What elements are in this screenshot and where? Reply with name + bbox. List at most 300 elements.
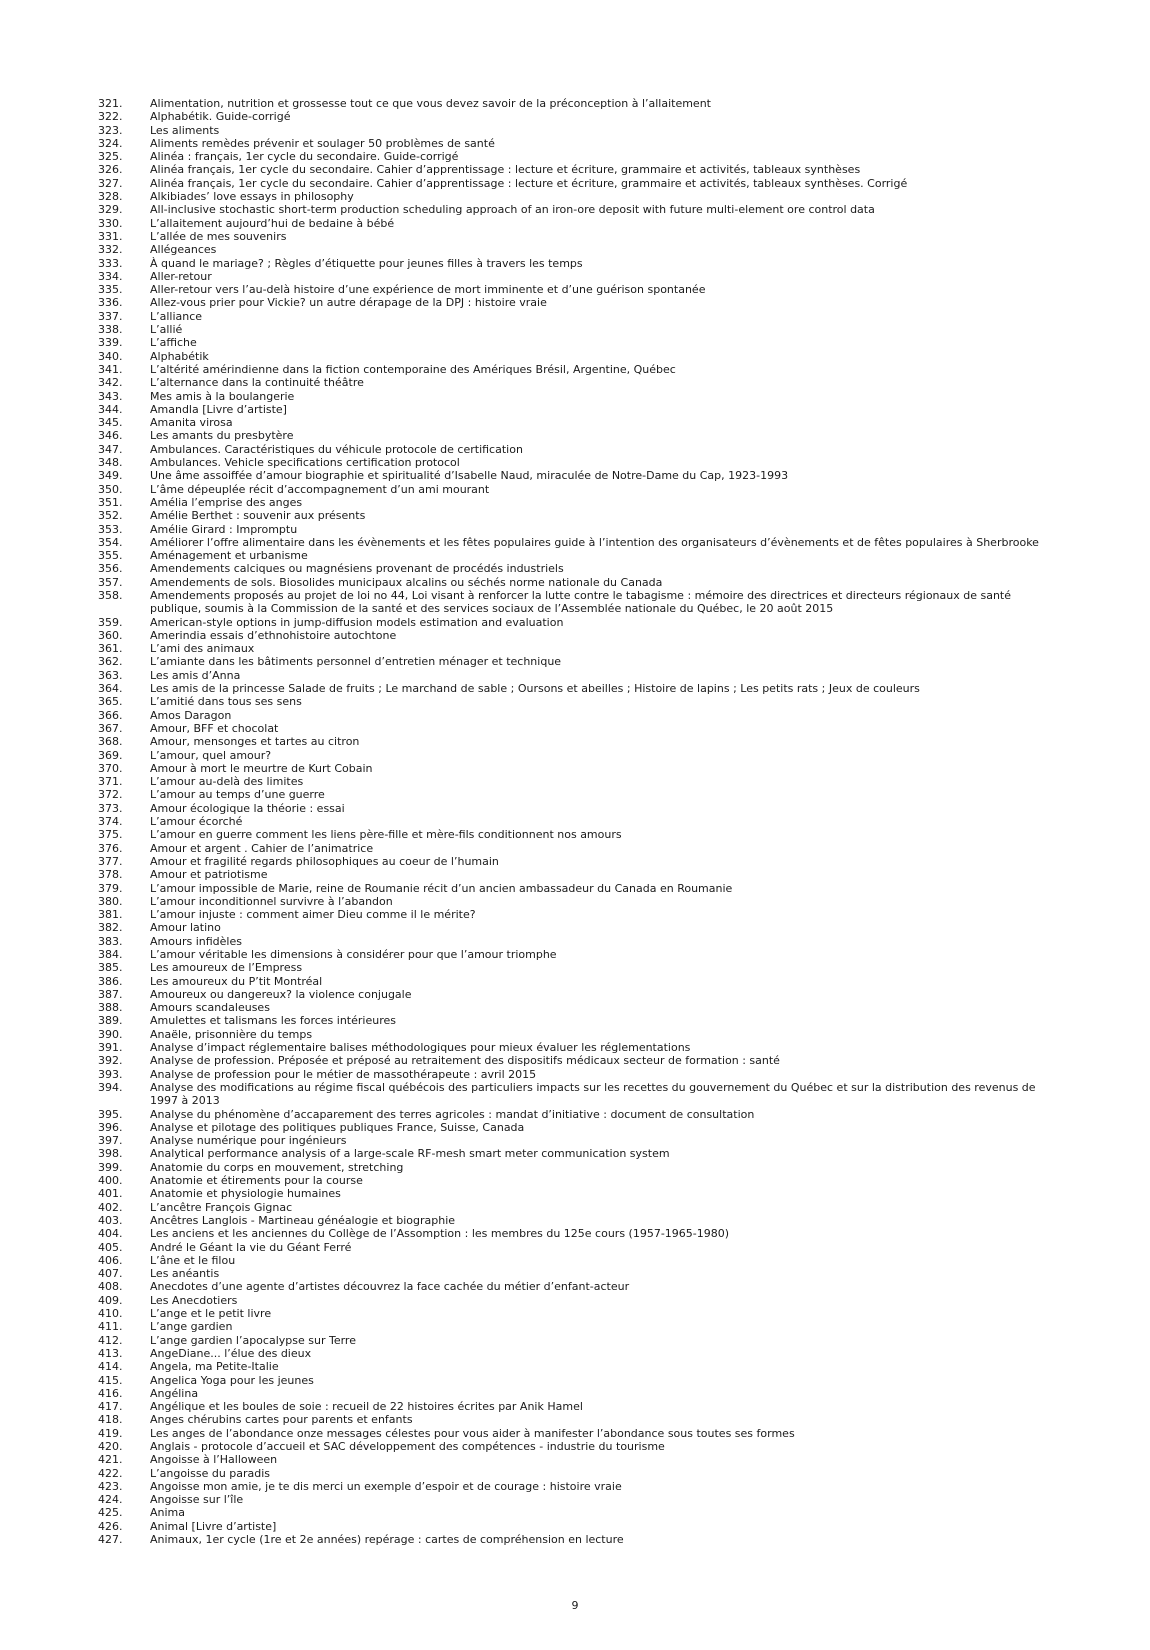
entry-title: Analyse des modifications au régime fiscal québécois des particuliers impacts sur les recettes du gouvernement du Québec et sur la distribution des revenus de 1997 à 2013 [150, 1080, 1036, 1108]
list-item [98, 1134, 1058, 1147]
list-item [98, 775, 1058, 788]
entry-number: 329. [98, 203, 123, 217]
entry-title: Animal [Livre d’artiste] [150, 1519, 277, 1533]
list-item [98, 217, 1058, 230]
list-item [98, 1360, 1058, 1373]
list-item [98, 815, 1058, 828]
entry-number: 410. [98, 1307, 123, 1321]
entry-number: 389. [98, 1014, 123, 1028]
entry-number: 394. [98, 1080, 123, 1094]
entry-title: Amour et fragilité regards philosophiques au coeur de l’humain [150, 854, 499, 868]
entry-number: 354. [98, 535, 123, 549]
list-item [98, 1241, 1058, 1254]
entry-title: Les anges de l’abondance onze messages célestes pour vous aider à manifester l’abondance sous toutes ses formes [150, 1426, 795, 1440]
entry-number: 407. [98, 1267, 123, 1281]
list-item [98, 110, 1058, 123]
entry-title: AngeDiane... l’élue des dieux [150, 1346, 312, 1360]
entry-number: 361. [98, 642, 123, 656]
entry-title: Alphabétik. Guide-corrigé [150, 110, 291, 124]
entry-number: 415. [98, 1373, 123, 1387]
entry-title: Analyse du phénomène d’accaparement des terres agricoles : mandat d’initiative : document de consultation [150, 1107, 755, 1121]
entry-title: Amendements calciques ou magnésiens provenant de procédés industriels [150, 562, 564, 576]
list-item [98, 695, 1058, 708]
list-item [98, 1413, 1058, 1426]
entry-number: 379. [98, 881, 123, 895]
entry-title: Angélique et les boules de soie : recueil de 22 histoires écrites par Anik Hamel [150, 1400, 583, 1414]
entry-number: 348. [98, 456, 123, 470]
entry-title: Amélie Berthet : souvenir aux présents [150, 509, 366, 523]
entry-number: 383. [98, 934, 123, 948]
entry-title: À quand le mariage? ; Règles d’étiquette pour jeunes filles à travers les temps [150, 256, 583, 270]
entry-title: Amour à mort le meurtre de Kurt Cobain [150, 761, 373, 775]
list-item [98, 1506, 1058, 1519]
list-item [98, 948, 1058, 961]
list-item [98, 177, 1058, 190]
list-item [98, 243, 1058, 256]
entry-title: Analyse de profession pour le métier de massothérapeute : avril 2015 [150, 1067, 537, 1081]
entry-number: 377. [98, 854, 123, 868]
list-item [98, 616, 1058, 629]
entry-number: 334. [98, 269, 123, 283]
entry-title: L’angoisse du paradis [150, 1466, 271, 1480]
entry-title: Améliorer l’offre alimentaire dans les évènements et les fêtes populaires guide à l’intention des organisateurs d’évènements et de fêtes populaires à Sherbrooke [150, 535, 1039, 549]
entry-title: Angoisse sur l’île [150, 1493, 244, 1507]
entry-number: 322. [98, 110, 123, 124]
list-item [98, 230, 1058, 243]
list-item [98, 735, 1058, 748]
entry-number: 339. [98, 336, 123, 350]
entry-number: 399. [98, 1160, 123, 1174]
entry-number: 387. [98, 987, 123, 1001]
entry-number: 336. [98, 296, 123, 310]
entry-title: Les amoureux du P’tit Montréal [150, 974, 323, 988]
entry-number: 363. [98, 668, 123, 682]
entry-title: L’alliance [150, 309, 203, 323]
entry-number: 328. [98, 190, 123, 204]
list-item [98, 562, 1058, 575]
entry-number: 414. [98, 1360, 123, 1374]
entry-number: 367. [98, 721, 123, 735]
list-item [98, 509, 1058, 522]
entry-number: 331. [98, 229, 123, 243]
entry-title: L’amour au temps d’une guerre [150, 788, 325, 802]
list-item [98, 709, 1058, 722]
list-item [98, 842, 1058, 855]
entry-number: 321. [98, 97, 123, 110]
entry-number: 420. [98, 1439, 123, 1453]
entry-title: Anima [150, 1506, 186, 1520]
entry-number: 353. [98, 522, 123, 536]
list-item [98, 988, 1058, 1001]
list-item [98, 283, 1058, 296]
entry-number: 426. [98, 1519, 123, 1533]
entry-number: 335. [98, 283, 123, 297]
entry-title: Anatomie et physiologie humaines [150, 1187, 341, 1201]
entry-number: 347. [98, 442, 123, 456]
list-item [98, 589, 1058, 616]
list-item [98, 642, 1058, 655]
entry-title: L’ange gardien [150, 1320, 233, 1334]
entry-number: 411. [98, 1320, 123, 1334]
entry-number: 404. [98, 1227, 123, 1241]
entry-title: Amour et patriotisme [150, 868, 268, 882]
entry-number: 333. [98, 256, 123, 270]
list-item [98, 1174, 1058, 1187]
list-item [98, 336, 1058, 349]
entry-title: L’alternance dans la continuité théâtre [150, 376, 364, 390]
entry-number: 366. [98, 708, 123, 722]
list-item [98, 1493, 1058, 1506]
list-item [98, 1520, 1058, 1533]
list-item [98, 1427, 1058, 1440]
entry-title: Angélina [150, 1386, 199, 1400]
entry-number: 417. [98, 1400, 123, 1414]
entry-title: Anges chérubins cartes pour parents et enfants [150, 1413, 413, 1427]
list-item [98, 1081, 1058, 1108]
list-item [98, 1480, 1058, 1493]
list-item [98, 363, 1058, 376]
entry-title: Les anciens et les anciennes du Collège de l’Assomption : les membres du 125e cours (1957-1965-1980) [150, 1227, 730, 1241]
entry-title: Alphabétik [150, 349, 209, 363]
list-item [98, 855, 1058, 868]
entry-number: 412. [98, 1333, 123, 1347]
list-item [98, 1068, 1058, 1081]
list-item [98, 1320, 1058, 1333]
entry-title: Aller-retour vers l’au-delà histoire d’une expérience de mort imminente et d’une guérison spontanée [150, 283, 706, 297]
entry-number: 330. [98, 216, 123, 230]
list-item [98, 895, 1058, 908]
entry-number: 393. [98, 1067, 123, 1081]
list-item [98, 1400, 1058, 1413]
list-item [98, 1214, 1058, 1227]
entry-title: Amour, BFF et chocolat [150, 721, 279, 735]
entry-title: L’ange gardien l’apocalypse sur Terre [150, 1333, 356, 1347]
list-item [98, 722, 1058, 735]
entry-title: Ancêtres Langlois - Martineau généalogie et biographie [150, 1213, 456, 1227]
entry-title: Aller-retour [150, 269, 212, 283]
list-item [98, 1227, 1058, 1240]
list-item [98, 629, 1058, 642]
list-item [98, 1387, 1058, 1400]
list-item [98, 1187, 1058, 1200]
entry-number: 351. [98, 495, 123, 509]
list-item [98, 323, 1058, 336]
entry-number: 423. [98, 1479, 123, 1493]
entry-title: L’amour au-delà des limites [150, 775, 304, 789]
list-item [98, 257, 1058, 270]
list-item [98, 802, 1058, 815]
entry-number: 325. [98, 150, 123, 164]
entry-number: 349. [98, 469, 123, 483]
entry-number: 332. [98, 243, 123, 257]
list-item [98, 296, 1058, 309]
list-item [98, 1307, 1058, 1320]
entry-title: Anaële, prisonnière du temps [150, 1027, 313, 1041]
entry-number: 327. [98, 176, 123, 190]
entry-number: 345. [98, 416, 123, 430]
entry-title: Amerindia essais d’ethnohistoire autochtone [150, 628, 397, 642]
list-item [98, 469, 1058, 482]
entry-title: Analyse numérique pour ingénieurs [150, 1134, 347, 1148]
entry-number: 326. [98, 163, 123, 177]
list-item [98, 1467, 1058, 1480]
entry-number: 375. [98, 828, 123, 842]
list-item [98, 1533, 1058, 1546]
list-item [98, 1161, 1058, 1174]
entry-number: 362. [98, 655, 123, 669]
entry-number: 371. [98, 775, 123, 789]
entry-title: All-inclusive stochastic short-term production scheduling approach of an iron-ore deposit with future multi-element ore control data [150, 203, 875, 217]
list-item [98, 549, 1058, 562]
entry-number: 427. [98, 1533, 123, 1547]
entry-title: Amanita virosa [150, 416, 233, 430]
entry-number: 355. [98, 549, 123, 563]
entry-title: Anecdotes d’une agente d’artistes découvrez la face cachée du métier d’enfant-acteur [150, 1280, 630, 1294]
entry-title: Les amoureux de l’Empress [150, 961, 303, 975]
entry-number: 356. [98, 562, 123, 576]
list-item [98, 1267, 1058, 1280]
entry-title: Analyse d’impact réglementaire balises méthodologiques pour mieux évaluer les réglementations [150, 1041, 691, 1055]
entry-number: 405. [98, 1240, 123, 1254]
entry-title: Amendements de sols. Biosolides municipaux alcalins ou séchés norme nationale du Canada [150, 575, 663, 589]
list-item [98, 1334, 1058, 1347]
entry-title: Anglais - protocole d’accueil et SAC développement des compétences - industrie du tourisme [150, 1439, 665, 1453]
title-list [98, 97, 1058, 1546]
list-item [98, 429, 1058, 442]
list-item [98, 483, 1058, 496]
list-item [98, 496, 1058, 509]
entry-title: Amandla [Livre d’artiste] [150, 402, 287, 416]
entry-number: 419. [98, 1426, 123, 1440]
list-item [98, 124, 1058, 137]
entry-title: Les amants du presbytère [150, 429, 294, 443]
list-item [98, 762, 1058, 775]
entry-number: 390. [98, 1027, 123, 1041]
entry-title: Aliments remèdes prévenir et soulager 50 problèmes de santé [150, 136, 495, 150]
entry-number: 341. [98, 362, 123, 376]
entry-title: L’altérité amérindienne dans la fiction contemporaine des Amériques Brésil, Argentine, Québec [150, 362, 676, 376]
entry-title: American-style options in jump-diffusion models estimation and evaluation [150, 615, 564, 629]
list-item [98, 1121, 1058, 1134]
list-item [98, 682, 1058, 695]
page-number: 9 [571, 1599, 579, 1612]
entry-title: Allégeances [150, 243, 217, 257]
list-item [98, 868, 1058, 881]
list-item [98, 935, 1058, 948]
entry-number: 403. [98, 1213, 123, 1227]
entry-number: 391. [98, 1041, 123, 1055]
list-item [98, 975, 1058, 988]
entry-title: L’ami des animaux [150, 642, 255, 656]
entry-number: 421. [98, 1453, 123, 1467]
entry-title: Aménagement et urbanisme [150, 549, 308, 563]
entry-number: 324. [98, 136, 123, 150]
entry-title: Amélia l’emprise des anges [150, 495, 303, 509]
entry-number: 424. [98, 1493, 123, 1507]
list-item [98, 1347, 1058, 1360]
entry-number: 396. [98, 1120, 123, 1134]
list-item [98, 137, 1058, 150]
entry-title: André le Géant la vie du Géant Ferré [150, 1240, 352, 1254]
entry-title: Alinéa français, 1er cycle du secondaire. Cahier d’apprentissage : lecture et écriture, grammaire et activités, tableaux synthèses [150, 163, 861, 177]
list-item [98, 163, 1058, 176]
list-item [98, 1147, 1058, 1160]
list-item [98, 669, 1058, 682]
list-item [98, 1374, 1058, 1387]
entry-number: 380. [98, 894, 123, 908]
list-item [98, 1028, 1058, 1041]
entry-number: 401. [98, 1187, 123, 1201]
entry-number: 364. [98, 682, 123, 696]
entry-number: 369. [98, 748, 123, 762]
entry-number: 359. [98, 615, 123, 629]
entry-number: 350. [98, 482, 123, 496]
list-item [98, 1108, 1058, 1121]
entry-number: 358. [98, 588, 123, 602]
entry-title: L’ancêtre François Gignac [150, 1200, 293, 1214]
list-item [98, 1001, 1058, 1014]
entry-number: 384. [98, 948, 123, 961]
entry-title: Amulettes et talismans les forces intérieures [150, 1014, 396, 1028]
entry-number: 402. [98, 1200, 123, 1214]
entry-number: 370. [98, 761, 123, 775]
entry-title: Allez-vous prier pour Vickie? un autre dérapage de la DPJ : histoire vraie [150, 296, 547, 310]
entry-number: 368. [98, 735, 123, 749]
entry-number: 346. [98, 429, 123, 443]
entry-number: 418. [98, 1413, 123, 1427]
list-item [98, 390, 1058, 403]
entry-title: Les amis d’Anna [150, 668, 241, 682]
list-item [98, 97, 1058, 110]
entry-number: 338. [98, 323, 123, 337]
entry-title: L’ange et le petit livre [150, 1307, 272, 1321]
list-item [98, 350, 1058, 363]
entry-number: 352. [98, 509, 123, 523]
entry-number: 378. [98, 868, 123, 882]
entry-title: Les anéantis [150, 1267, 220, 1281]
entry-title: Alinéa : français, 1er cycle du secondaire. Guide-corrigé [150, 150, 459, 164]
entry-title: Amélie Girard : Impromptu [150, 522, 298, 536]
entry-title: Les aliments [150, 123, 220, 137]
list-item [98, 1453, 1058, 1466]
entry-number: 388. [98, 1001, 123, 1015]
list-item [98, 921, 1058, 934]
list-item [98, 1014, 1058, 1027]
entry-number: 395. [98, 1107, 123, 1121]
list-item [98, 908, 1058, 921]
list-item [98, 1280, 1058, 1293]
list-item [98, 310, 1058, 323]
entry-title: L’amour impossible de Marie, reine de Roumanie récit d’un ancien ambassadeur du Canada en Roumanie [150, 881, 733, 895]
entry-title: Animaux, 1er cycle (1re et 2e années) repérage : cartes de compréhension en lecture [150, 1533, 624, 1547]
list-item [98, 961, 1058, 974]
entry-number: 408. [98, 1280, 123, 1294]
entry-number: 381. [98, 908, 123, 922]
list-item [98, 749, 1058, 762]
entry-title: Amendements proposés au projet de loi no 44, Loi visant à renforcer la lutte contre le tabagisme : mémoire des directrices et directeurs régionaux de santé publique, soumis à la Commission de la santé et des services sociaux de l’Assemblée nationale du Québec, le 20 août 2015 [150, 588, 1012, 616]
entry-number: 413. [98, 1346, 123, 1360]
list-item [98, 536, 1058, 549]
entry-title: Angoisse à l’Halloween [150, 1453, 278, 1467]
entry-title: Analyse de profession. Préposée et préposé au retraitement des dispositifs médicaux secteur de formation : santé [150, 1054, 780, 1068]
entry-title: L’amour, quel amour? [150, 748, 272, 762]
list-item [98, 882, 1058, 895]
list-item [98, 655, 1058, 668]
entry-title: L’affiche [150, 336, 197, 350]
entry-title: Alinéa français, 1er cycle du secondaire. Cahier d’apprentissage : lecture et écriture, grammaire et activités, tableaux synthèses. Corrigé [150, 176, 908, 190]
entry-number: 376. [98, 841, 123, 855]
list-item [98, 523, 1058, 536]
entry-number: 400. [98, 1174, 123, 1188]
entry-number: 344. [98, 402, 123, 416]
list-item [98, 403, 1058, 416]
entry-title: L’allaitement aujourd’hui de bedaine à bébé [150, 216, 395, 230]
entry-title: Les Anecdotiers [150, 1293, 238, 1307]
entry-title: Amour latino [150, 921, 221, 935]
entry-title: L’amitié dans tous ses sens [150, 695, 302, 709]
entry-number: 337. [98, 309, 123, 323]
list-item [98, 190, 1058, 203]
list-item [98, 456, 1058, 469]
list-item [98, 1041, 1058, 1054]
entry-title: Angoisse mon amie, je te dis merci un exemple d’espoir et de courage : histoire vraie [150, 1479, 622, 1493]
entry-number: 406. [98, 1253, 123, 1267]
entry-number: 392. [98, 1054, 123, 1068]
entry-number: 397. [98, 1134, 123, 1148]
entry-title: Une âme assoiffée d’amour biographie et spiritualité d’Isabelle Naud, miraculée de Notre-Dame du Cap, 1923-1993 [150, 469, 789, 483]
entry-title: L’amiante dans les bâtiments personnel d’entretien ménager et technique [150, 655, 562, 669]
entry-title: Mes amis à la boulangerie [150, 389, 295, 403]
entry-number: 360. [98, 628, 123, 642]
entry-title: Les amis de la princesse Salade de fruits ; Le marchand de sable ; Oursons et abeilles ; Histoire de lapins ; Les petits rats ; Jeux de couleurs [150, 682, 920, 696]
entry-title: L’amour inconditionnel survivre à l’abandon [150, 894, 393, 908]
list-item [98, 443, 1058, 456]
entry-number: 373. [98, 801, 123, 815]
entry-title: Angelica Yoga pour les jeunes [150, 1373, 314, 1387]
entry-number: 323. [98, 123, 123, 137]
entry-number: 382. [98, 921, 123, 935]
entry-title: Analyse et pilotage des politiques publiques France, Suisse, Canada [150, 1120, 525, 1134]
entry-number: 343. [98, 389, 123, 403]
entry-title: Ambulances. Caractéristiques du véhicule protocole de certification [150, 442, 523, 456]
entry-title: Amos Daragon [150, 708, 232, 722]
list-item [98, 376, 1058, 389]
entry-title: Amour écologique la théorie : essai [150, 801, 345, 815]
entry-number: 416. [98, 1386, 123, 1400]
entry-title: L’âne et le filou [150, 1253, 236, 1267]
entry-title: Alkibiades’ love essays in philosophy [150, 190, 354, 204]
list-item [98, 788, 1058, 801]
entry-number: 398. [98, 1147, 123, 1161]
list-item [98, 1201, 1058, 1214]
entry-number: 342. [98, 376, 123, 390]
entry-title: L’amour en guerre comment les liens père-fille et mère-fils conditionnent nos amours [150, 828, 622, 842]
entry-title: Angela, ma Petite-Italie [150, 1360, 279, 1374]
list-item [98, 150, 1058, 163]
entry-title: Amours infidèles [150, 934, 242, 948]
entry-title: Anatomie et étirements pour la course [150, 1174, 363, 1188]
list-item [98, 1054, 1058, 1067]
entry-title: L’amour véritable les dimensions à considérer pour que l’amour triomphe [150, 948, 557, 961]
entry-title: Anatomie du corps en mouvement, stretching [150, 1160, 404, 1174]
entry-number: 372. [98, 788, 123, 802]
entry-number: 386. [98, 974, 123, 988]
list-item [98, 416, 1058, 429]
entry-number: 425. [98, 1506, 123, 1520]
entry-number: 374. [98, 815, 123, 829]
entry-title: L’allée de mes souvenirs [150, 229, 287, 243]
entry-number: 409. [98, 1293, 123, 1307]
